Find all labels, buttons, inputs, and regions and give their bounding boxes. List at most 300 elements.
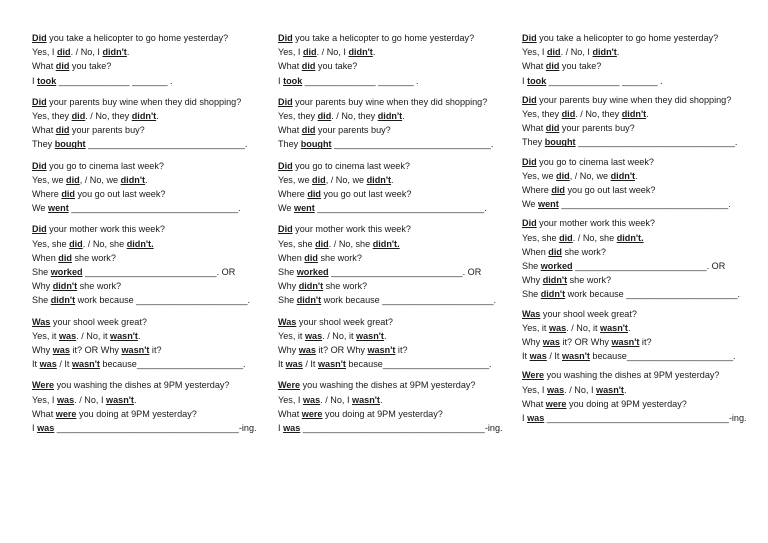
emphasized-verb: wasn't xyxy=(596,384,624,395)
text-segment: _________________________________. xyxy=(558,199,731,210)
worksheet-line xyxy=(32,187,257,201)
text-segment: Why xyxy=(522,337,543,348)
text-segment: They xyxy=(278,139,301,150)
text-segment: What xyxy=(278,125,302,136)
text-segment: I xyxy=(278,75,284,86)
worksheet-line xyxy=(522,273,747,287)
emphasized-verb: didn't. xyxy=(126,238,154,249)
worksheet-line xyxy=(32,407,257,421)
emphasized-verb: did xyxy=(545,61,560,72)
emphasized-verb: took xyxy=(527,75,547,86)
emphasized-verb: Did xyxy=(522,33,537,43)
text-segment: . xyxy=(616,47,620,58)
emphasized-verb: did xyxy=(304,252,318,263)
emphasized-verb: didn't xyxy=(296,295,322,306)
worksheet-line xyxy=(32,201,257,215)
text-segment: __________________________. OR xyxy=(572,261,726,272)
text-segment: __________________________. OR xyxy=(328,267,482,278)
question-block xyxy=(522,368,747,425)
text-segment: you washing the dishes at 9PM yesterday? xyxy=(54,380,230,391)
emphasized-verb: did xyxy=(551,185,565,196)
text-segment: _______________________________. xyxy=(331,139,494,150)
emphasized-verb: was xyxy=(52,345,70,356)
text-segment: I xyxy=(522,413,528,424)
text-segment: They xyxy=(522,137,545,148)
emphasized-verb: wasn't xyxy=(106,394,134,405)
text-segment: . xyxy=(137,330,141,341)
text-segment: What xyxy=(522,398,546,409)
worksheet-line xyxy=(32,222,257,236)
text-segment: . / No, I xyxy=(70,47,103,58)
emphasized-verb: Were xyxy=(522,370,545,381)
text-segment: Why xyxy=(32,345,53,356)
worksheet-line xyxy=(32,237,257,251)
worksheet-line xyxy=(522,397,747,411)
emphasized-verb: didn't xyxy=(592,47,617,58)
text-segment: you take? xyxy=(315,61,358,72)
text-segment: . xyxy=(145,174,148,185)
text-segment: . xyxy=(379,394,383,405)
worksheet-line xyxy=(522,121,747,135)
question-block xyxy=(278,159,503,216)
text-segment: . xyxy=(623,384,627,395)
text-segment: . xyxy=(627,322,631,333)
text-segment: Yes, it xyxy=(522,322,549,333)
emphasized-verb: bought xyxy=(544,137,576,148)
emphasized-verb: were xyxy=(301,408,323,419)
worksheet-line xyxy=(32,357,257,371)
text-segment: ____________________________________-ing. xyxy=(544,413,747,424)
text-segment: Why xyxy=(522,275,543,286)
worksheet-line xyxy=(32,343,257,357)
emphasized-verb: Did xyxy=(32,33,47,43)
text-segment: I xyxy=(32,75,38,86)
text-segment: you washing the dishes at 9PM yesterday? xyxy=(300,380,476,391)
emphasized-verb: went xyxy=(48,203,69,214)
emphasized-verb: didn't xyxy=(621,109,647,120)
worksheet-line xyxy=(278,31,503,45)
emphasized-verb: wasn't xyxy=(561,351,590,362)
worksheet-line xyxy=(522,335,747,349)
text-segment: your parents buy wine when they did shopping? xyxy=(536,94,732,105)
text-segment: because_____________________. xyxy=(345,359,492,370)
question-block xyxy=(32,315,257,372)
emphasized-verb: was xyxy=(529,351,547,362)
worksheet-line xyxy=(278,45,503,59)
text-segment: you take a helicopter to go home yesterday? xyxy=(536,33,719,43)
text-segment: your parents buy? xyxy=(315,125,391,136)
text-segment: They xyxy=(32,139,55,150)
text-segment: Why xyxy=(278,281,299,292)
emphasized-verb: didn't xyxy=(348,47,373,58)
text-segment: Yes, we xyxy=(278,174,313,185)
text-segment: Yes, they xyxy=(32,111,72,122)
text-segment: When xyxy=(522,246,549,257)
question-block xyxy=(522,216,747,301)
worksheet-line xyxy=(522,383,747,397)
text-segment: . / No, they xyxy=(575,109,622,120)
worksheet-line xyxy=(32,329,257,343)
emphasized-verb: did xyxy=(315,238,329,249)
text-segment: your mother work this week? xyxy=(536,218,655,229)
emphasized-verb: didn't. xyxy=(616,232,644,243)
text-segment: Where xyxy=(278,189,308,200)
question-block xyxy=(522,155,747,212)
text-segment: When xyxy=(32,252,59,263)
text-segment: I xyxy=(522,75,528,86)
emphasized-verb: didn't xyxy=(377,111,403,122)
text-segment: We xyxy=(522,199,539,210)
text-segment: she work? xyxy=(317,252,362,263)
question-block xyxy=(278,315,503,372)
emphasized-verb: wasn't xyxy=(317,359,346,370)
text-segment: it? xyxy=(395,345,408,356)
text-segment: you take a helicopter to go home yesterday? xyxy=(292,33,475,43)
text-segment: your shool week great? xyxy=(540,308,637,319)
worksheet-line xyxy=(278,173,503,187)
text-segment: you go to cinema last week? xyxy=(292,160,410,171)
worksheet-line xyxy=(278,222,503,236)
worksheet-line xyxy=(278,343,503,357)
text-segment: It xyxy=(32,359,40,370)
text-segment: She xyxy=(32,295,51,306)
worksheet-line xyxy=(522,169,747,183)
worksheet-line xyxy=(32,265,257,279)
text-segment: it? xyxy=(149,345,162,356)
text-segment: . xyxy=(646,109,649,120)
worksheet-column-3 xyxy=(522,31,747,430)
text-segment: your mother work this week? xyxy=(292,224,411,235)
worksheet-line xyxy=(278,393,503,407)
emphasized-verb: Was xyxy=(522,308,541,319)
worksheet-line xyxy=(278,293,503,307)
text-segment: _______________________________. xyxy=(85,139,248,150)
emphasized-verb: didn't xyxy=(298,281,324,292)
worksheet-line xyxy=(522,349,747,363)
text-segment: . xyxy=(156,111,159,122)
worksheet-line xyxy=(522,216,747,230)
emphasized-verb: did xyxy=(55,125,70,136)
emphasized-verb: Did xyxy=(522,156,537,167)
worksheet-line xyxy=(278,59,503,73)
text-segment: _________________________________. xyxy=(314,203,487,214)
text-segment: Yes, I xyxy=(278,394,303,405)
text-segment: you go to cinema last week? xyxy=(536,156,654,167)
emphasized-verb: wasn't xyxy=(71,359,100,370)
text-segment: . xyxy=(635,170,638,181)
text-segment: , / No, we xyxy=(569,170,611,181)
worksheet-line xyxy=(32,137,257,151)
text-segment: your parents buy wine when they did shopping? xyxy=(292,96,488,107)
emphasized-verb: didn't xyxy=(131,111,157,122)
text-segment: Yes, I xyxy=(522,384,547,395)
emphasized-verb: did xyxy=(302,47,317,58)
text-segment: We xyxy=(32,203,49,214)
emphasized-verb: didn't xyxy=(542,275,568,286)
worksheet-line xyxy=(522,74,747,88)
emphasized-verb: did xyxy=(561,109,576,120)
text-segment: your parents buy wine when they did shopping? xyxy=(46,96,242,107)
emphasized-verb: did xyxy=(559,232,573,243)
worksheet-line xyxy=(278,237,503,251)
emphasized-verb: was xyxy=(37,423,55,434)
emphasized-verb: bought xyxy=(54,139,86,150)
text-segment: Yes, I xyxy=(32,47,57,58)
text-segment: ____________________________________-ing. xyxy=(300,423,503,434)
emphasized-verb: was xyxy=(527,413,545,424)
text-segment: it? OR Why xyxy=(559,337,612,348)
emphasized-verb: was xyxy=(542,337,560,348)
emphasized-verb: was xyxy=(304,330,323,341)
emphasized-verb: Did xyxy=(278,224,293,235)
emphasized-verb: Did xyxy=(32,96,47,107)
text-segment: She xyxy=(278,267,297,278)
text-segment: you doing at 9PM yesterday? xyxy=(76,408,197,419)
emphasized-verb: did xyxy=(317,111,332,122)
text-segment: . xyxy=(391,174,394,185)
text-segment: . / No, it xyxy=(76,330,111,341)
text-segment: . / No, I xyxy=(316,47,349,58)
worksheet-line xyxy=(278,407,503,421)
worksheet-line xyxy=(522,197,747,211)
question-block xyxy=(278,95,503,152)
text-segment: . / No, she xyxy=(82,238,127,249)
text-segment: . / No, it xyxy=(322,330,357,341)
text-segment: Yes, she xyxy=(522,232,560,243)
worksheet-line xyxy=(278,187,503,201)
text-segment: It xyxy=(522,351,530,362)
text-segment: you go out last week? xyxy=(564,185,656,196)
worksheet-line xyxy=(522,59,747,73)
emphasized-verb: Did xyxy=(32,224,47,235)
question-block xyxy=(278,222,503,307)
worksheet-line xyxy=(278,123,503,137)
emphasized-verb: did xyxy=(56,47,71,58)
text-segment: she work? xyxy=(561,246,606,257)
worksheet-line xyxy=(522,93,747,107)
text-segment: you go out last week? xyxy=(74,189,166,200)
worksheet-line xyxy=(32,293,257,307)
text-segment: Yes, I xyxy=(522,47,547,58)
worksheet-line xyxy=(522,411,747,425)
text-segment: Yes, I xyxy=(278,47,303,58)
emphasized-verb: did xyxy=(312,174,326,185)
emphasized-verb: worked xyxy=(296,267,329,278)
text-segment: she work? xyxy=(567,275,612,286)
text-segment: What xyxy=(32,61,56,72)
text-segment: We xyxy=(278,203,295,214)
emphasized-verb: Were xyxy=(278,380,301,391)
text-segment: she work? xyxy=(77,281,122,292)
worksheet-line xyxy=(278,378,503,392)
emphasized-verb: was xyxy=(283,423,301,434)
text-segment: . / No, they xyxy=(331,111,378,122)
worksheet-line xyxy=(278,74,503,88)
text-segment: She xyxy=(32,267,51,278)
text-segment: . / No, I xyxy=(564,384,596,395)
emphasized-verb: didn't xyxy=(540,289,566,300)
emphasized-verb: was xyxy=(39,359,57,370)
worksheet-line xyxy=(32,251,257,265)
worksheet-line xyxy=(32,378,257,392)
emphasized-verb: was xyxy=(58,330,77,341)
text-segment: She xyxy=(522,261,541,272)
emphasized-verb: wasn't xyxy=(600,322,628,333)
question-block xyxy=(522,93,747,150)
worksheet-line xyxy=(278,279,503,293)
text-segment: ______________ _______ . xyxy=(302,75,419,86)
text-segment: _______________________________. xyxy=(575,137,738,148)
question-block xyxy=(32,222,257,307)
text-segment: __________________________. OR xyxy=(82,267,236,278)
worksheet-line xyxy=(32,45,257,59)
worksheet-line xyxy=(522,287,747,301)
emphasized-verb: didn't xyxy=(120,174,146,185)
worksheet-line xyxy=(278,201,503,215)
emphasized-verb: worked xyxy=(50,267,83,278)
worksheet-line xyxy=(32,279,257,293)
text-segment: work because ______________________. xyxy=(565,289,741,300)
worksheet-line xyxy=(522,107,747,121)
worksheet-line xyxy=(32,31,257,45)
worksheet-line xyxy=(278,265,503,279)
text-segment: What xyxy=(278,61,302,72)
text-segment: . / No, I xyxy=(320,394,352,405)
text-segment: , / No, we xyxy=(325,174,367,185)
text-segment: Yes, we xyxy=(522,170,557,181)
emphasized-verb: did xyxy=(545,123,560,134)
text-segment: she work? xyxy=(71,252,116,263)
emphasized-verb: didn't xyxy=(366,174,392,185)
text-segment: _________________________________. xyxy=(68,203,241,214)
emphasized-verb: didn't xyxy=(610,170,636,181)
text-segment: you go to cinema last week? xyxy=(46,160,164,171)
emphasized-verb: took xyxy=(37,75,57,86)
text-segment: you washing the dishes at 9PM yesterday? xyxy=(544,370,720,381)
text-segment: you go out last week? xyxy=(320,189,412,200)
text-segment: Yes, I xyxy=(32,394,57,405)
emphasized-verb: wasn't xyxy=(367,345,396,356)
worksheet-column-1 xyxy=(32,31,257,442)
text-segment: What xyxy=(32,125,56,136)
emphasized-verb: didn't xyxy=(52,281,78,292)
text-segment: you doing at 9PM yesterday? xyxy=(322,408,443,419)
worksheet-line xyxy=(522,368,747,382)
text-segment: Yes, it xyxy=(278,330,305,341)
text-segment: you doing at 9PM yesterday? xyxy=(566,398,687,409)
worksheet-line xyxy=(278,357,503,371)
emphasized-verb: did xyxy=(301,125,316,136)
emphasized-verb: Did xyxy=(522,218,537,229)
emphasized-verb: Was xyxy=(32,316,51,327)
text-segment: your shool week great? xyxy=(296,316,393,327)
emphasized-verb: Did xyxy=(522,94,537,105)
worksheet-line xyxy=(278,315,503,329)
text-segment: ______________ _______ . xyxy=(546,75,663,86)
text-segment: . xyxy=(383,330,387,341)
text-segment: ______________ _______ . xyxy=(56,75,173,86)
text-segment: . xyxy=(133,394,137,405)
text-segment: it? xyxy=(639,337,652,348)
emphasized-verb: was xyxy=(546,384,565,395)
text-segment: your shool week great? xyxy=(50,316,147,327)
text-segment: When xyxy=(278,252,305,263)
text-segment: I xyxy=(278,423,284,434)
worksheet-line xyxy=(522,31,747,45)
text-segment: Yes, we xyxy=(32,174,67,185)
emphasized-verb: Did xyxy=(278,96,293,107)
worksheet-line xyxy=(32,95,257,109)
text-segment: She xyxy=(278,295,297,306)
emphasized-verb: did xyxy=(66,174,80,185)
worksheet-line xyxy=(522,45,747,59)
emphasized-verb: went xyxy=(294,203,315,214)
emphasized-verb: was xyxy=(298,345,316,356)
question-block xyxy=(32,159,257,216)
worksheet-line xyxy=(32,74,257,88)
emphasized-verb: worked xyxy=(540,261,573,272)
emphasized-verb: bought xyxy=(300,139,332,150)
emphasized-verb: wasn't xyxy=(121,345,150,356)
worksheet-line xyxy=(522,259,747,273)
worksheet-line xyxy=(522,135,747,149)
emphasized-verb: Did xyxy=(32,160,47,171)
text-segment: Why xyxy=(32,281,53,292)
worksheet-line xyxy=(32,123,257,137)
text-segment: Where xyxy=(522,185,552,196)
emphasized-verb: Was xyxy=(278,316,297,327)
text-segment: . / No, it xyxy=(566,322,601,333)
emphasized-verb: did xyxy=(69,238,83,249)
question-block xyxy=(32,31,257,88)
emphasized-verb: Did xyxy=(278,160,293,171)
emphasized-verb: took xyxy=(283,75,303,86)
emphasized-verb: did xyxy=(307,189,321,200)
emphasized-verb: did xyxy=(71,111,86,122)
emphasized-verb: didn't. xyxy=(372,238,400,249)
text-segment: What xyxy=(32,408,56,419)
text-segment: Yes, she xyxy=(278,238,316,249)
worksheet-line xyxy=(278,159,503,173)
text-segment: . / No, they xyxy=(85,111,132,122)
text-segment: . xyxy=(372,47,376,58)
emphasized-verb: was xyxy=(56,394,75,405)
worksheet-line xyxy=(32,315,257,329)
text-segment: , / No, we xyxy=(79,174,121,185)
text-segment: she work? xyxy=(323,281,368,292)
worksheet-line xyxy=(32,159,257,173)
emphasized-verb: did xyxy=(301,61,316,72)
emphasized-verb: were xyxy=(55,408,77,419)
emphasized-verb: did xyxy=(546,47,561,58)
emphasized-verb: went xyxy=(538,199,559,210)
text-segment: . / No, I xyxy=(560,47,593,58)
question-block xyxy=(278,378,503,435)
emphasized-verb: wasn't xyxy=(356,330,384,341)
text-segment: / It xyxy=(302,359,318,370)
question-block xyxy=(522,31,747,88)
emphasized-verb: was xyxy=(302,394,321,405)
worksheet-line xyxy=(522,231,747,245)
text-segment: Where xyxy=(32,189,62,200)
emphasized-verb: didn't xyxy=(50,295,76,306)
text-segment: I xyxy=(32,423,38,434)
worksheet-line xyxy=(522,155,747,169)
text-segment: you take? xyxy=(559,61,602,72)
emphasized-verb: didn't xyxy=(102,47,127,58)
text-segment: your parents buy? xyxy=(559,123,635,134)
text-segment: you take a helicopter to go home yesterday? xyxy=(46,33,229,43)
